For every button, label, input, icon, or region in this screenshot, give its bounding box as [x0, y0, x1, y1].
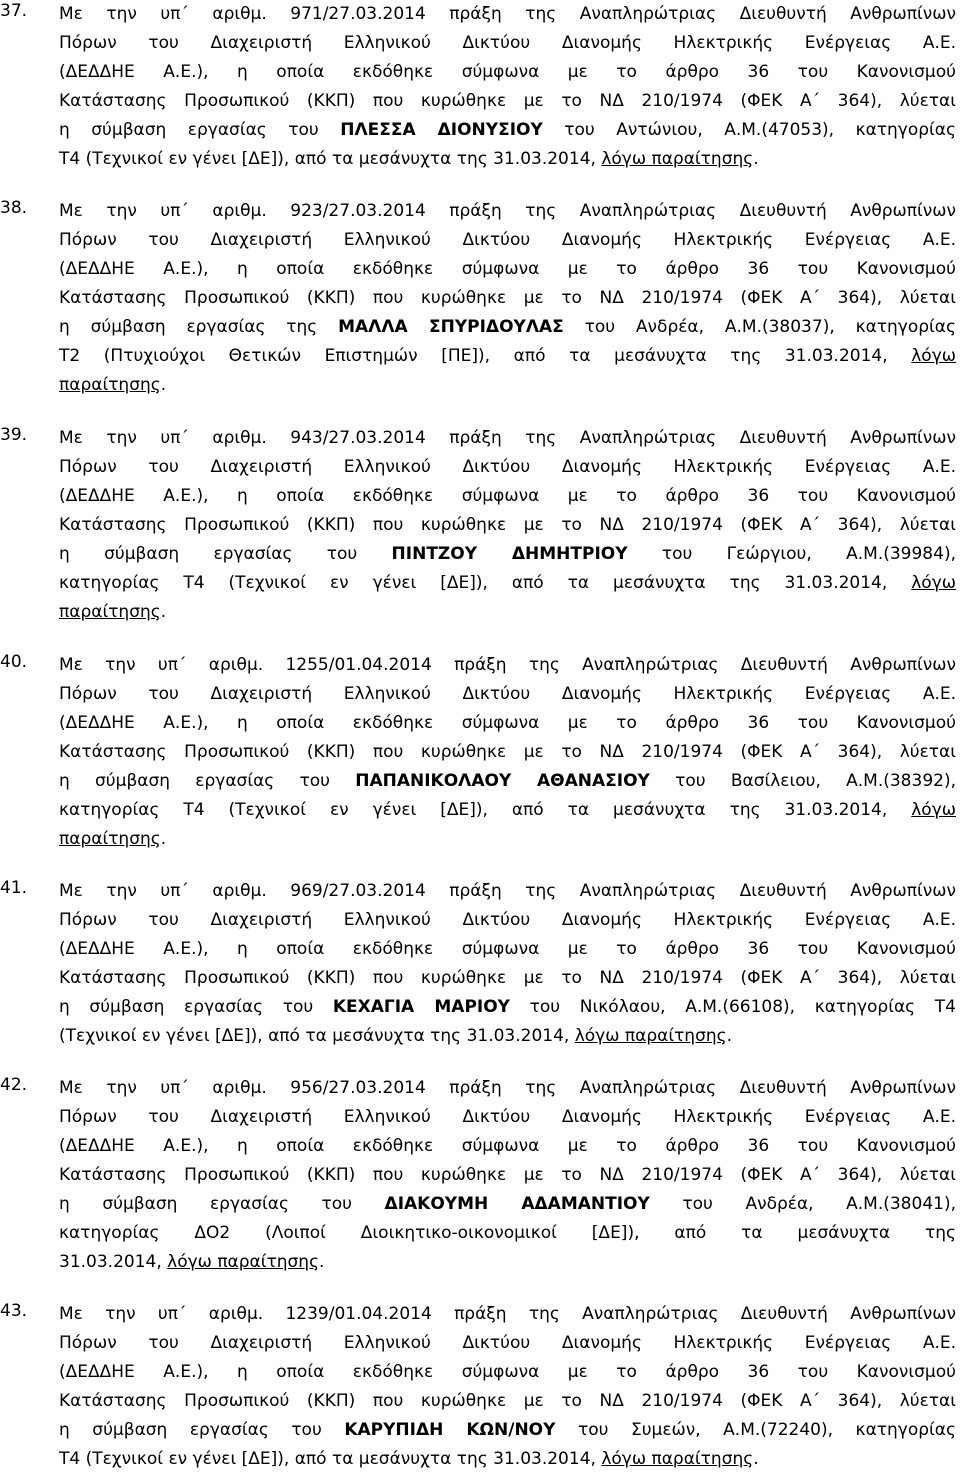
item-text-line: Κατάστασης Προσωπικού (ΚΚΠ) που κυρώθηκε με το ΝΔ 210/1974 (ΦΕΚ Α΄ 364), λύεται	[59, 515, 956, 535]
item-text-line: παραίτησης.	[59, 829, 167, 849]
item-text-line: Τ2 (Πτυχιούχοι Θετικών Επιστημών [ΠΕ]), από τα μεσάνυχτα της 31.03.2014, λόγω	[59, 346, 956, 366]
item-text-line: Πόρων του Διαχειριστή Ελληνικού Δικτύου Διανομής Ηλεκτρικής Ενέργειας Α.Ε.	[59, 1333, 956, 1353]
item-text-line: παραίτησης.	[59, 602, 167, 622]
item-text-line: η σύμβαση εργασίας του ΠΛΕΣΣΑ ΔΙΟΝΥΣΙΟΥ του Αντώνιου, Α.Μ.(47053), κατηγορίας	[59, 120, 956, 140]
employee-name: ΠΛΕΣΣΑ ΔΙΟΝΥΣΙΟΥ	[340, 120, 543, 140]
item-text-line: (ΔΕΔΔΗΕ Α.Ε.), η οποία εκδόθηκε σύμφωνα με το άρθρο 36 του Κανονισμού	[59, 713, 956, 733]
item-number: 41.	[0, 878, 28, 898]
item-text-line: (Τεχνικοί εν γένει [ΔΕ]), από τα μεσάνυχτα της 31.03.2014, λόγω παραίτησης.	[59, 1026, 733, 1046]
reason-link: παραίτησης	[59, 375, 161, 395]
item-text-line: Πόρων του Διαχειριστή Ελληνικού Δικτύου Διανομής Ηλεκτρικής Ενέργειας Α.Ε.	[59, 457, 956, 477]
item-text-line: Πόρων του Διαχειριστή Ελληνικού Δικτύου Διανομής Ηλεκτρικής Ενέργειας Α.Ε.	[59, 684, 956, 704]
employee-name: ΔΙΑΚΟΥΜΗ ΑΔΑΜΑΝΤΙΟΥ	[384, 1194, 650, 1214]
item-text-line: Τ4 (Τεχνικοί εν γένει [ΔΕ]), από τα μεσάνυχτα της 31.03.2014, λόγω παραίτησης.	[59, 1449, 759, 1469]
item-text-line: Πόρων του Διαχειριστή Ελληνικού Δικτύου Διανομής Ηλεκτρικής Ενέργειας Α.Ε.	[59, 1107, 956, 1127]
item-number: 42.	[0, 1075, 28, 1095]
item-text-line: Κατάστασης Προσωπικού (ΚΚΠ) που κυρώθηκε με το ΝΔ 210/1974 (ΦΕΚ Α΄ 364), λύεται	[59, 288, 956, 308]
item-text-line: Με την υπ΄ αριθμ. 1255/01.04.2014 πράξη της Αναπληρώτριας Διευθυντή Ανθρωπίνων	[59, 655, 956, 675]
item-text-line: (ΔΕΔΔΗΕ Α.Ε.), η οποία εκδόθηκε σύμφωνα με το άρθρο 36 του Κανονισμού	[59, 259, 956, 279]
item-text-line: Με την υπ΄ αριθμ. 1239/01.04.2014 πράξη της Αναπληρώτριας Διευθυντή Ανθρωπίνων	[59, 1304, 956, 1324]
reason-link: λόγω	[911, 800, 956, 820]
item-text-line: Πόρων του Διαχειριστή Ελληνικού Δικτύου Διανομής Ηλεκτρικής Ενέργειας Α.Ε.	[59, 910, 956, 930]
item-text-line: κατηγορίας ΔΟ2 (Λοιποί Διοικητικο-οικονομικοί [ΔΕ]), από τα μεσάνυχτα της	[59, 1223, 956, 1243]
item-text-line: Με την υπ΄ αριθμ. 971/27.03.2014 πράξη της Αναπληρώτριας Διευθυντή Ανθρωπίνων	[59, 4, 956, 24]
reason-link: λόγω παραίτησης	[601, 1449, 754, 1469]
item-text-line: η σύμβαση εργασίας του ΠΙΝΤΖΟΥ ΔΗΜΗΤΡΙΟΥ του Γεώργιου, Α.Μ.(39984),	[59, 544, 956, 564]
item-text-line: παραίτησης.	[59, 375, 167, 395]
reason-link: παραίτησης	[59, 602, 161, 622]
item-text-line: (ΔΕΔΔΗΕ Α.Ε.), η οποία εκδόθηκε σύμφωνα με το άρθρο 36 του Κανονισμού	[59, 1136, 956, 1156]
item-text-line: Κατάστασης Προσωπικού (ΚΚΠ) που κυρώθηκε με το ΝΔ 210/1974 (ΦΕΚ Α΄ 364), λύεται	[59, 742, 956, 762]
item-text-line: 31.03.2014, λόγω παραίτησης.	[59, 1252, 325, 1272]
item-text-line: Πόρων του Διαχειριστή Ελληνικού Δικτύου Διανομής Ηλεκτρικής Ενέργειας Α.Ε.	[59, 230, 956, 250]
item-text-line: Τ4 (Τεχνικοί εν γένει [ΔΕ]), από τα μεσάνυχτα της 31.03.2014, λόγω παραίτησης.	[59, 149, 759, 169]
item-text-line: η σύμβαση εργασίας του ΚΕΧΑΓΙΑ ΜΑΡΙΟΥ του Νικόλαου, Α.Μ.(66108), κατηγορίας Τ4	[59, 997, 956, 1017]
reason-link: παραίτησης	[59, 829, 161, 849]
employee-name: ΠΑΠΑΝΙΚΟΛΑΟΥ ΑΘΑΝΑΣΙΟΥ	[355, 771, 650, 791]
reason-link: λόγω παραίτησης	[167, 1252, 320, 1272]
item-text-line: (ΔΕΔΔΗΕ Α.Ε.), η οποία εκδόθηκε σύμφωνα με το άρθρο 36 του Κανονισμού	[59, 486, 956, 506]
item-text-line: η σύμβαση εργασίας του ΚΑΡΥΠΙΔΗ ΚΩΝ/ΝΟΥ του Συμεών, Α.Μ.(72240), κατηγορίας	[59, 1420, 956, 1440]
employee-name: ΚΑΡΥΠΙΔΗ ΚΩΝ/ΝΟΥ	[344, 1420, 556, 1440]
employee-name: ΠΙΝΤΖΟΥ ΔΗΜΗΤΡΙΟΥ	[391, 544, 628, 564]
item-text-line: Πόρων του Διαχειριστή Ελληνικού Δικτύου Διανομής Ηλεκτρικής Ενέργειας Α.Ε.	[59, 33, 956, 53]
item-text-line: Κατάστασης Προσωπικού (ΚΚΠ) που κυρώθηκε με το ΝΔ 210/1974 (ΦΕΚ Α΄ 364), λύεται	[59, 1391, 956, 1411]
item-number: 37.	[0, 1, 28, 21]
item-number: 38.	[0, 198, 28, 218]
item-text-line: κατηγορίας Τ4 (Τεχνικοί εν γένει [ΔΕ]), από τα μεσάνυχτα της 31.03.2014, λόγω	[59, 800, 956, 820]
item-text-line: Με την υπ΄ αριθμ. 923/27.03.2014 πράξη της Αναπληρώτριας Διευθυντή Ανθρωπίνων	[59, 201, 956, 221]
employee-name: ΜΑΛΛΑ ΣΠΥΡΙΔΟΥΛΑΣ	[338, 317, 564, 337]
item-number: 40.	[0, 652, 28, 672]
item-text-line: κατηγορίας Τ4 (Τεχνικοί εν γένει [ΔΕ]), από τα μεσάνυχτα της 31.03.2014, λόγω	[59, 573, 956, 593]
employee-name: ΚΕΧΑΓΙΑ ΜΑΡΙΟΥ	[332, 997, 510, 1017]
item-text-line: Κατάστασης Προσωπικού (ΚΚΠ) που κυρώθηκε με το ΝΔ 210/1974 (ΦΕΚ Α΄ 364), λύεται	[59, 968, 956, 988]
item-text-line: Κατάστασης Προσωπικού (ΚΚΠ) που κυρώθηκε με το ΝΔ 210/1974 (ΦΕΚ Α΄ 364), λύεται	[59, 1165, 956, 1185]
reason-link: λόγω	[911, 346, 956, 366]
item-text-line: Με την υπ΄ αριθμ. 943/27.03.2014 πράξη της Αναπληρώτριας Διευθυντή Ανθρωπίνων	[59, 428, 956, 448]
item-text-line: η σύμβαση εργασίας του ΔΙΑΚΟΥΜΗ ΑΔΑΜΑΝΤΙΟΥ του Ανδρέα, Α.Μ.(38041),	[59, 1194, 956, 1214]
item-text-line: η σύμβαση εργασίας της ΜΑΛΛΑ ΣΠΥΡΙΔΟΥΛΑΣ του Ανδρέα, Α.Μ.(38037), κατηγορίας	[59, 317, 956, 337]
item-text-line: (ΔΕΔΔΗΕ Α.Ε.), η οποία εκδόθηκε σύμφωνα με το άρθρο 36 του Κανονισμού	[59, 939, 956, 959]
item-text-line: η σύμβαση εργασίας του ΠΑΠΑΝΙΚΟΛΑΟΥ ΑΘΑΝΑΣΙΟΥ του Βασίλειου, Α.Μ.(38392),	[59, 771, 956, 791]
item-text-line: (ΔΕΔΔΗΕ Α.Ε.), η οποία εκδόθηκε σύμφωνα με το άρθρο 36 του Κανονισμού	[59, 1362, 956, 1382]
reason-link: λόγω	[911, 573, 956, 593]
item-text-line: (ΔΕΔΔΗΕ Α.Ε.), η οποία εκδόθηκε σύμφωνα με το άρθρο 36 του Κανονισμού	[59, 62, 956, 82]
reason-link: λόγω παραίτησης	[601, 149, 754, 169]
item-number: 43.	[0, 1301, 28, 1321]
item-text-line: Με την υπ΄ αριθμ. 969/27.03.2014 πράξη της Αναπληρώτριας Διευθυντή Ανθρωπίνων	[59, 881, 956, 901]
item-number: 39.	[0, 425, 28, 445]
reason-link: λόγω παραίτησης	[574, 1026, 727, 1046]
item-text-line: Με την υπ΄ αριθμ. 956/27.03.2014 πράξη της Αναπληρώτριας Διευθυντή Ανθρωπίνων	[59, 1078, 956, 1098]
item-text-line: Κατάστασης Προσωπικού (ΚΚΠ) που κυρώθηκε με το ΝΔ 210/1974 (ΦΕΚ Α΄ 364), λύεται	[59, 91, 956, 111]
